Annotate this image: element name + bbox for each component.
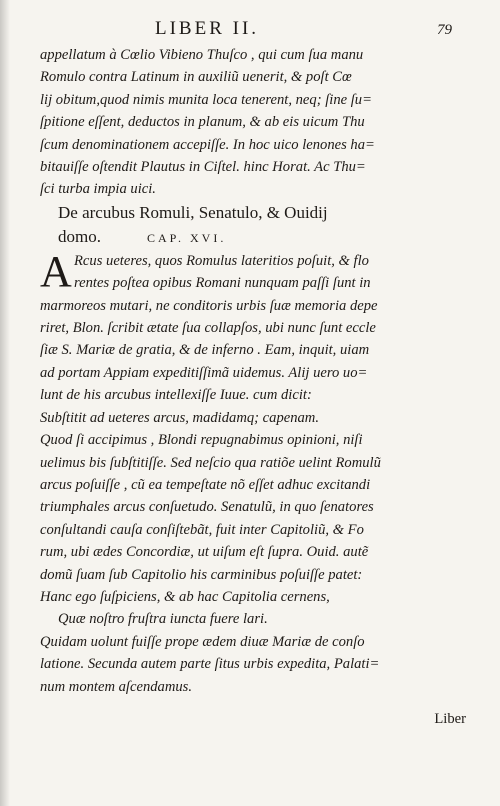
catchword: Liber: [434, 710, 466, 727]
text-line: num montem aſcendamus.: [40, 678, 192, 695]
chapter-heading: [40, 201, 472, 250]
text-line: Romulo contra Latinum in auxiliũ uenerit, & poſt Cœ: [40, 69, 352, 86]
text-line: Rcus ueteres, quos Romulus lateritios poſuit, & flo: [74, 252, 369, 269]
text-line: domũ ſuam ſub Capitolio his carminibus poſuiſſe patet:: [40, 566, 363, 583]
text-block: [40, 44, 472, 730]
verse-line: Quæ noſtro fruſtra iuncta fuere lari.: [58, 611, 268, 628]
text-line: rum, ubi ædes Concordiæ, ut uiſum eſt ſupra. Ouid. autẽ: [40, 544, 369, 561]
page-header: [0, 14, 500, 42]
text-line: riret, Blon. ſcribit ætate ſua collapſos, ubi nunc ſunt eccle: [40, 320, 376, 337]
text-line: Quidam uolunt fuiſſe prope ædem diuæ Mariæ de conſo: [40, 633, 365, 650]
chapter-title-row: [40, 225, 472, 250]
chapter-title-line: De arcubus Romuli, Senatulo, & Ouidij: [58, 202, 328, 222]
text-line: Quod ſi accipimus , Blondi repugnabimus opinioni, niſi: [40, 432, 363, 449]
text-line: ſiæ S. Mariæ de gratia, & de inferno . Eam, inquit, uiam: [40, 342, 370, 359]
text-line: lij obitum,quod nimis munita loca tenerent, neq; ſine ſu=: [40, 91, 372, 108]
text-line: latione. Secunda autem parte ſitus urbis expedita, Palati=: [40, 656, 380, 673]
text-line: arcus poſuiſſe , cũ ea tempeſtate nõ eſſet adhuc excitandi: [40, 476, 371, 493]
text-line: ſpitione eſſent, deductos in planum, & ab eis uicum Thu: [40, 114, 365, 131]
text-line: marmoreos mutari, ne conditoris urbis ſuæ memoria depe: [40, 297, 378, 314]
text-line: uelimus bis ſubſtitiſſe. Sed neſcio qua ratiõe uelint Romulũ: [40, 454, 381, 471]
page-number: 79: [437, 22, 452, 38]
text-line: lunt de his arcubus intellexiſſe Iuue. cum dicit:: [40, 387, 312, 404]
drop-capital: A: [40, 246, 72, 296]
running-head: LIBER II.: [155, 18, 260, 39]
paragraph: [40, 246, 472, 698]
chapter-title-line: domo.: [58, 226, 101, 246]
gutter-shadow: [0, 0, 10, 806]
text-line: Subſtitit ad ueteres arcus, madidamq; capenam.: [40, 409, 319, 426]
text-line: triumphales arcus conſuetudo. Senatulũ, in quo ſenatores: [40, 499, 374, 516]
text-line: rentes poſtea opibus Romani nunquam paſſi ſunt in: [74, 275, 371, 292]
text-line: bitauiſſe oſtendit Plautus in Ciſtel. hinc Horat. Ac Thu=: [40, 159, 366, 176]
text-line: ſcum denominationem accepiſſe. In hoc uico lenones ha=: [40, 136, 375, 153]
verse-line: Hanc ego ſuſpiciens, & ab hac Capitolia cernens,: [40, 588, 330, 605]
text-line: ad portam Appiam expeditiſſimã uidemus. Alij uero uo=: [40, 364, 368, 381]
text-line: appellatum à Cœlio Vibieno Thuſco , qui cum ſua manu: [40, 47, 364, 63]
chapter-number: CAP. XVI.: [146, 230, 227, 245]
text-line: ſci turba impia uici.: [40, 181, 156, 198]
text-line: conſultandi cauſa conſiſtebãt, fuit inter Capitoliũ, & Fo: [40, 521, 364, 538]
